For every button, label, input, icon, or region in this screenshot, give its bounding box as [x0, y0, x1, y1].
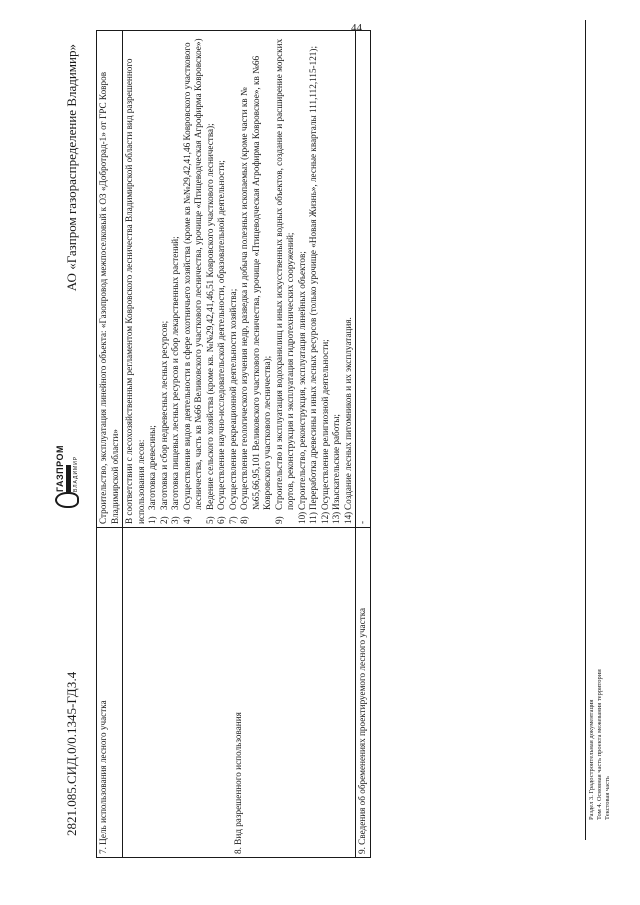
rotated-page-content: [0, 10, 640, 880]
row-8-label-text: 8. Вид разрешенного использования: [233, 712, 244, 854]
item-number: 10): [296, 511, 307, 524]
item-text: Изыскательские работы;: [331, 414, 341, 510]
list-item: [182, 34, 205, 524]
item-number: 1): [147, 516, 157, 524]
item-number: 4): [181, 516, 192, 524]
list-item: [308, 34, 320, 524]
item-text: Осуществление геологического изучения недр, разведка и добыча полезных ископаемых (кроме части кв №№65,66,95,101 Великовского участкового лесничества, урочище «Птицеводческая Агрофирма Ковровское», кв №66 Ковровского участкового лесничества);: [239, 55, 272, 510]
footer: [588, 669, 612, 820]
row-9-value: -: [356, 31, 371, 528]
item-number: 14): [342, 511, 353, 524]
row-8-label: [123, 528, 356, 858]
item-text: Заготовка пищевых лесных ресурсов и сбор лекарственных растений;: [170, 236, 180, 510]
page-number: 44: [351, 22, 362, 34]
list-item: [216, 34, 228, 524]
item-text: Осуществление научно-исследовательской деятельности, образовательной деятельности;: [216, 160, 226, 510]
item-number: 6): [216, 516, 226, 524]
logo-subtitle: ВЛАДИМИР: [73, 455, 79, 492]
item-number: 2): [158, 516, 169, 524]
table-row: [123, 31, 356, 858]
item-text: Строительство и эксплуатация водохранилищ и иных искусственных водных объектов, создание и расширение морских портов, реконструкция и эксплуатация гидротехнических сооружений;: [273, 38, 295, 510]
list-item: [228, 34, 240, 524]
list-item: [147, 34, 159, 524]
footer-divider: [585, 20, 586, 840]
footer-volume: Том 4. Основная часть проекта межевания территории: [596, 669, 603, 820]
organization-name: АО «Газпром газораспределение Владимир»: [64, 44, 79, 292]
item-text: Осуществление религиозной деятельности;: [319, 339, 330, 510]
row-7-label: 7. Цель использования лесного участка: [97, 528, 123, 858]
item-number: 9): [273, 516, 284, 524]
item-number: 8): [239, 516, 249, 524]
footer-section: Раздел 3. Градостроительная документация: [588, 699, 595, 820]
item-text: Осуществление видов деятельности в сфере охотничьего хозяйства (кроме кв №№29,42,41,46 Ковровского участкового лесничества, часть кв №66 Великовского участкового лесничества, урочище «Птицеводческая Агрофирма Ковровское»): [181, 38, 203, 510]
item-number: 13): [331, 511, 341, 524]
item-number: 3): [170, 516, 180, 524]
item-number: 7): [227, 516, 238, 524]
logo-title: ГАЗПРОМ: [55, 444, 65, 492]
table-row: [97, 31, 123, 858]
row-8-value: [123, 31, 356, 528]
document-code: 2821.085.СИД.0/0.1345-ГДЗ.4: [64, 671, 79, 836]
item-text: Создание лесных питомников и их эксплуатация.: [342, 317, 353, 510]
item-text: Переработка древесины и иных лесных ресурсов (только урочище «Новая Жизнь», лесные кварталы 111,112,115-121);: [308, 45, 318, 510]
item-number: 11): [308, 512, 318, 524]
list-item: [343, 34, 355, 524]
item-number: 12): [319, 511, 330, 524]
gazprom-logo: [52, 444, 82, 508]
list-item: [170, 34, 182, 524]
row-9-label: 9. Сведения об обременениях проектируемого лесного участка: [356, 528, 371, 858]
item-text: Строительство, реконструкция, эксплуатация линейных объектов;: [296, 251, 307, 510]
item-text: Заготовка древесины;: [147, 425, 157, 510]
row-7-value: Строительство, эксплуатация линейного объекта: «Газопровод межпоселковый к ОЗ «Добротрад-1» от ГРС Ковров Владимирской области»: [97, 31, 123, 528]
list-item: [159, 34, 171, 524]
table-row: [356, 31, 371, 858]
footer-part: Текстовая часть: [604, 776, 611, 820]
flame-icon: [55, 492, 79, 508]
item-number: 5): [204, 516, 215, 524]
item-text: Ведение сельского хозяйства (кроме кв. №№29,42,41,46,51 Ковровского участкового лесничества);: [204, 123, 215, 510]
list-item: [274, 34, 297, 524]
logo-bar: [66, 465, 71, 492]
list-item: [320, 34, 332, 524]
permitted-use-intro: В соответствии с лесохозяйственным регламентом Ковровского лесничества Владимирской области вид разрешенного использования лесов:: [124, 58, 146, 524]
list-item: [297, 34, 309, 524]
forest-plot-table: [96, 30, 371, 858]
list-item: [239, 34, 274, 524]
item-text: Заготовка и сбор недревесных лесных ресурсов;: [158, 320, 169, 510]
list-item: [205, 34, 217, 524]
list-item: [331, 34, 343, 524]
item-text: Осуществление рекреационной деятельности хозяйства;: [227, 288, 238, 510]
